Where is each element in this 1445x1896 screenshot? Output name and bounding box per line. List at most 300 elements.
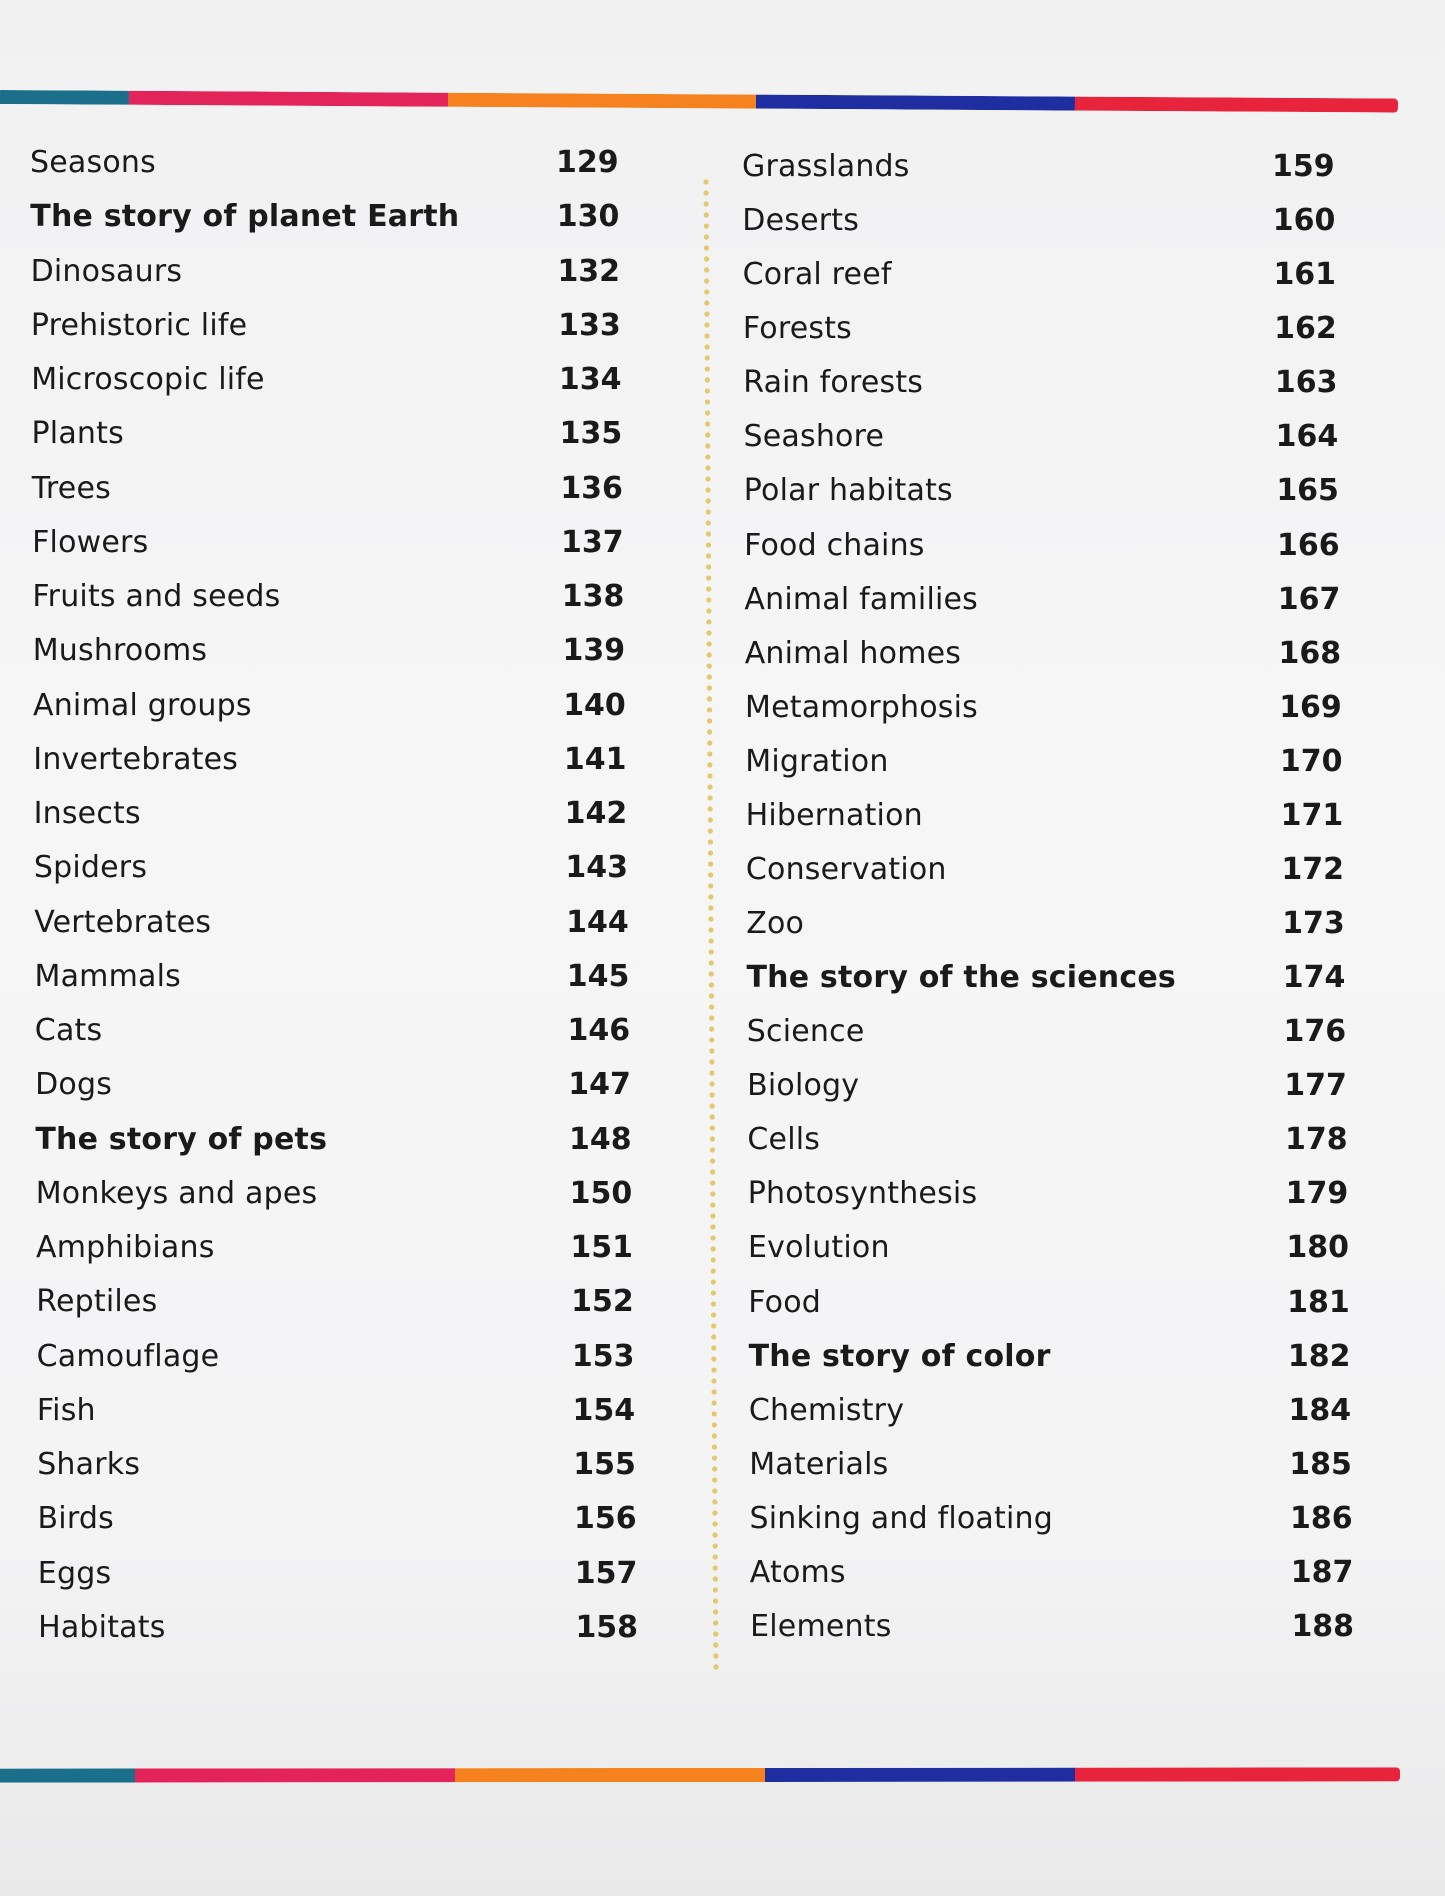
toc-entry-title: Plants (31, 416, 124, 452)
toc-entry (0, 686, 640, 726)
divider-dot (713, 1609, 718, 1614)
divider-dot (710, 1125, 715, 1130)
toc-entry-page-number: 141 (563, 741, 627, 777)
divider-dot (704, 278, 709, 283)
toc-entry (0, 1174, 640, 1214)
divider-dot (705, 388, 710, 393)
divider-dot (713, 1664, 718, 1669)
toc-entry-page-number: 147 (568, 1067, 631, 1103)
toc-entry-title: Microscopic life (31, 362, 265, 398)
divider-dot (706, 553, 711, 558)
toc-section-heading (0, 197, 640, 237)
stripe-segment-orange (455, 1768, 765, 1782)
toc-entry-title: Animal homes (744, 635, 962, 671)
divider-dot (706, 509, 711, 514)
divider-dot (708, 883, 713, 888)
divider-dot (707, 784, 712, 789)
divider-dot (711, 1246, 716, 1251)
toc-entry-page-number: 166 (1277, 527, 1340, 563)
divider-dot (710, 1092, 715, 1097)
divider-dot (711, 1257, 716, 1262)
stripe-segment-pink (135, 1768, 455, 1782)
divider-dot (711, 1345, 716, 1350)
divider-dot (711, 1389, 716, 1394)
toc-entry (720, 1499, 1360, 1539)
divider-dot (707, 762, 712, 767)
divider-dot (706, 597, 711, 602)
toc-entry (0, 1608, 640, 1648)
toc-entry (0, 523, 640, 563)
toc-entry (0, 143, 640, 183)
toc-entry (0, 360, 640, 400)
divider-dot (709, 949, 714, 954)
toc-entry-title: Evolution (748, 1230, 890, 1266)
divider-dot (708, 927, 713, 932)
divider-dot (709, 982, 714, 987)
divider-dot (708, 872, 713, 877)
toc-entry-title: Camouflage (36, 1338, 220, 1374)
toc-entry-page-number: 155 (573, 1447, 636, 1483)
toc-entry-title: Habitats (38, 1610, 166, 1645)
toc-entry (720, 904, 1360, 944)
toc-entry-title: The story of planet Earth (30, 199, 460, 235)
toc-entry-page-number: 129 (556, 145, 619, 180)
toc-entry-page-number: 130 (556, 199, 620, 235)
toc-entry (720, 201, 1360, 241)
stripe-segment-orange (448, 93, 757, 109)
toc-entry-page-number: 156 (574, 1501, 637, 1537)
toc-entry-page-number: 184 (1288, 1392, 1352, 1428)
divider-dot (706, 619, 711, 624)
divider-dot (709, 1059, 714, 1064)
toc-entry-page-number: 134 (558, 362, 622, 398)
toc-entry (720, 255, 1360, 295)
divider-dot (710, 1114, 715, 1119)
toc-entry-page-number: 171 (1280, 797, 1344, 833)
divider-dot (704, 311, 709, 316)
stripe-segment-blue (756, 95, 1074, 111)
toc-entry-page-number: 164 (1275, 419, 1339, 455)
toc-entry-title: Cats (34, 1013, 103, 1049)
stripe-segment-teal (0, 90, 129, 105)
toc-entry-title: Forests (742, 311, 852, 347)
divider-dot (706, 520, 711, 525)
stripe-segment-pink (129, 91, 447, 107)
divider-dot (712, 1455, 717, 1460)
toc-entry (720, 363, 1360, 403)
divider-dot (708, 817, 713, 822)
divider-dot (705, 443, 710, 448)
toc-entry (0, 1554, 640, 1594)
divider-dot (704, 212, 709, 217)
toc-entry-page-number: 160 (1272, 203, 1336, 239)
toc-entry-page-number: 158 (575, 1610, 639, 1645)
toc-entry-title: Fruits and seeds (32, 579, 281, 615)
divider-dot (704, 234, 709, 239)
stripe-segment-red (1075, 97, 1398, 113)
toc-entry-page-number: 168 (1278, 635, 1342, 671)
toc-entry-title: Food (748, 1284, 822, 1320)
divider-dot (707, 674, 712, 679)
toc-entry-page-number: 143 (565, 850, 628, 886)
divider-dot (711, 1268, 716, 1273)
divider-dot (708, 806, 713, 811)
toc-entry-page-number: 173 (1282, 906, 1345, 942)
stripe-segment-teal (0, 1768, 135, 1782)
toc-entry-page-number: 172 (1281, 851, 1344, 887)
toc-entry-page-number: 146 (567, 1013, 631, 1049)
divider-dot (712, 1488, 717, 1493)
divider-dot (706, 586, 711, 591)
toc-entry-title: Seasons (30, 145, 156, 180)
toc-entry-title: Dogs (35, 1067, 113, 1103)
toc-entry (720, 1012, 1360, 1052)
divider-dot (711, 1356, 716, 1361)
divider-dot (707, 696, 712, 701)
toc-entry-page-number: 163 (1274, 365, 1338, 401)
toc-entry (720, 1553, 1360, 1593)
toc-entry-page-number: 153 (571, 1338, 635, 1374)
toc-entry (720, 742, 1360, 782)
divider-dot (709, 1037, 714, 1042)
toc-entry-title: Birds (37, 1501, 114, 1537)
toc-entry-title: Reptiles (36, 1284, 158, 1320)
toc-entry-page-number: 151 (570, 1230, 634, 1266)
toc-entry-title: Biology (747, 1068, 860, 1104)
divider-dot (711, 1312, 716, 1317)
divider-dot (705, 410, 710, 415)
toc-entry-title: Hibernation (745, 797, 923, 833)
divider-dot (707, 773, 712, 778)
divider-dot (704, 201, 709, 206)
divider-dot (709, 971, 714, 976)
divider-dot (713, 1620, 718, 1625)
toc-entry-page-number: 139 (562, 633, 626, 669)
toc-entry-title: Cells (747, 1122, 821, 1158)
divider-dot (707, 641, 712, 646)
divider-dot (704, 300, 709, 305)
toc-entry (720, 147, 1360, 187)
toc-entry-page-number: 136 (560, 470, 623, 506)
toc-entry-page-number: 140 (563, 687, 626, 723)
toc-entry (0, 469, 640, 509)
toc-entry (720, 1066, 1360, 1106)
divider-dot (712, 1411, 717, 1416)
toc-entry (720, 417, 1360, 457)
toc-entry-title: Sharks (37, 1447, 141, 1483)
divider-dot (709, 1026, 714, 1031)
divider-dot (711, 1378, 716, 1383)
toc-entry-page-number: 161 (1273, 257, 1337, 293)
divider-dot (705, 377, 710, 382)
toc-entry (0, 1499, 640, 1539)
divider-dot (710, 1158, 715, 1163)
toc-entry-page-number: 181 (1287, 1284, 1350, 1320)
toc-entry-page-number: 185 (1289, 1446, 1352, 1482)
toc-entry (720, 1174, 1360, 1214)
divider-dot (705, 344, 710, 349)
toc-entry (0, 1445, 640, 1485)
toc-entry-title: Migration (745, 743, 889, 779)
divider-dot (705, 465, 710, 470)
toc-entry-page-number: 179 (1285, 1176, 1349, 1212)
divider-dot (711, 1290, 716, 1295)
divider-dot (713, 1543, 718, 1548)
toc-entry-title: Dinosaurs (30, 253, 183, 289)
toc-entry-title: Trees (31, 470, 111, 506)
toc-entry-page-number: 142 (564, 796, 628, 832)
divider-dot (705, 454, 710, 459)
divider-dot (712, 1499, 717, 1504)
toc-entry (720, 1120, 1360, 1160)
stripe-segment-red (1075, 1767, 1400, 1781)
divider-dot (710, 1136, 715, 1141)
divider-dot (708, 938, 713, 943)
divider-dot (708, 905, 713, 910)
divider-dot (711, 1279, 716, 1284)
divider-dot (706, 498, 711, 503)
toc-entry-page-number: 154 (572, 1392, 636, 1428)
toc-entry (720, 1283, 1360, 1323)
toc-entry (720, 1391, 1360, 1431)
divider-dot (707, 663, 712, 668)
divider-dot (707, 718, 712, 723)
toc-entry-title: Mammals (34, 958, 181, 994)
divider-dot (713, 1554, 718, 1559)
divider-dot (705, 432, 710, 437)
toc-entry-page-number: 177 (1284, 1068, 1347, 1104)
toc-entry-page-number: 182 (1287, 1338, 1351, 1374)
toc-entry (0, 1337, 640, 1377)
toc-entry (0, 794, 640, 834)
toc-entry-page-number: 187 (1290, 1554, 1354, 1590)
toc-entry-title: Atoms (749, 1554, 846, 1590)
divider-dot (712, 1477, 717, 1482)
toc-entry (0, 414, 640, 454)
divider-dot (707, 729, 712, 734)
toc-entry-title: The story of the sciences (746, 960, 1176, 996)
divider-dot (706, 630, 711, 635)
divider-dot (710, 1191, 715, 1196)
toc-entry (0, 740, 640, 780)
divider-dot (703, 179, 708, 184)
divider-dot (709, 1081, 714, 1086)
toc-entry-title: Materials (749, 1446, 889, 1482)
divider-dot (706, 542, 711, 547)
toc-entry-title: Grasslands (742, 149, 910, 184)
toc-entry-page-number: 178 (1284, 1122, 1348, 1158)
toc-entry (0, 577, 640, 617)
toc-entry-title: Animal groups (33, 687, 252, 723)
toc-entry-page-number: 159 (1272, 149, 1335, 184)
divider-dot (710, 1213, 715, 1218)
divider-dot (711, 1334, 716, 1339)
toc-entry-page-number: 132 (557, 253, 621, 289)
toc-entry-title: Elements (750, 1609, 892, 1644)
color-stripe-bottom (0, 1767, 1400, 1782)
toc-entry (720, 580, 1360, 620)
toc-entry-title: Metamorphosis (745, 689, 979, 725)
toc-entry (0, 848, 640, 888)
divider-dot (704, 322, 709, 327)
toc-entry (720, 688, 1360, 728)
toc-entry-title: Monkeys and apes (35, 1175, 318, 1211)
divider-dot (707, 652, 712, 657)
divider-dot (712, 1521, 717, 1526)
toc-entry-page-number: 188 (1291, 1609, 1355, 1644)
divider-dot (710, 1202, 715, 1207)
toc-entry-title: Conservation (745, 851, 947, 887)
divider-dot (708, 916, 713, 921)
divider-dot (711, 1301, 716, 1306)
toc-entry (0, 957, 640, 997)
divider-dot (708, 850, 713, 855)
toc-entry-title: Flowers (32, 524, 149, 560)
toc-entry-title: Animal families (744, 581, 979, 617)
toc-entry-page-number: 135 (559, 416, 623, 452)
toc-entry-title: Polar habitats (743, 473, 953, 509)
divider-dot (708, 861, 713, 866)
toc-entry (0, 1065, 640, 1105)
divider-dot (710, 1180, 715, 1185)
divider-dot (713, 1587, 718, 1592)
divider-dot (708, 828, 713, 833)
divider-dot (707, 751, 712, 756)
divider-dot (710, 1169, 715, 1174)
toc-entry-page-number: 145 (566, 958, 630, 994)
toc-entry-page-number: 157 (574, 1555, 638, 1591)
divider-dot (709, 993, 714, 998)
divider-dot (706, 564, 711, 569)
toc-entry-page-number: 138 (561, 579, 625, 615)
toc-entry-title: Coral reef (742, 257, 892, 293)
toc-entry-title: Prehistoric life (30, 307, 248, 343)
divider-dot (713, 1653, 718, 1658)
toc-entry-title: Mushrooms (32, 633, 208, 669)
toc-entry-title: The story of color (748, 1338, 1051, 1374)
divider-dot (712, 1466, 717, 1471)
toc-section-heading (720, 1337, 1360, 1377)
toc-entry (720, 634, 1360, 674)
divider-dot (705, 366, 710, 371)
divider-dot (705, 355, 710, 360)
toc-entry-page-number: 162 (1274, 311, 1337, 347)
divider-dot (709, 960, 714, 965)
toc-entry-page-number: 165 (1276, 473, 1339, 509)
toc-entry (720, 850, 1360, 890)
divider-dot (708, 839, 713, 844)
toc-entry-page-number: 148 (568, 1121, 632, 1157)
toc-entry-title: Insects (33, 796, 141, 832)
toc-section-heading (720, 958, 1360, 998)
toc-entry-title: Food chains (744, 527, 925, 563)
toc-entry-page-number: 174 (1282, 960, 1346, 996)
toc-entry-page-number: 170 (1279, 743, 1343, 779)
divider-dot (709, 1004, 714, 1009)
toc-entry-title: Vertebrates (34, 904, 212, 940)
toc-entry-title: Photosynthesis (747, 1176, 978, 1212)
toc-entry-page-number: 180 (1286, 1230, 1350, 1266)
divider-dot (706, 608, 711, 613)
divider-dot (710, 1147, 715, 1152)
toc-entry (0, 631, 640, 671)
toc-entry-page-number: 144 (566, 904, 629, 940)
divider-dot (704, 333, 709, 338)
divider-dot (713, 1631, 718, 1636)
toc-entry (0, 1228, 640, 1268)
stripe-segment-blue (765, 1768, 1075, 1782)
toc-entry-page-number: 186 (1290, 1500, 1353, 1536)
divider-dot (710, 1103, 715, 1108)
divider-dot (705, 487, 710, 492)
divider-dot (712, 1510, 717, 1515)
divider-dot (704, 245, 709, 250)
toc-entry (0, 1011, 640, 1051)
divider-dot (713, 1576, 718, 1581)
toc-entry-title: Fish (36, 1392, 96, 1428)
divider-dot (712, 1532, 717, 1537)
divider-dot (707, 740, 712, 745)
divider-dot (709, 1070, 714, 1075)
toc-entry-page-number: 137 (561, 524, 624, 560)
toc-entry-title: Spiders (33, 850, 148, 886)
toc-entry (0, 1282, 640, 1322)
toc-entry-title: Amphibians (36, 1230, 215, 1266)
divider-dot (706, 531, 711, 536)
toc-entry (720, 1445, 1360, 1485)
toc-entry-page-number: 167 (1277, 581, 1341, 617)
divider-dot (704, 223, 709, 228)
toc-entry (0, 903, 640, 943)
toc-entry-title: Deserts (742, 203, 860, 239)
divider-dot (705, 399, 710, 404)
divider-dot (710, 1235, 715, 1240)
divider-dot (707, 707, 712, 712)
toc-entry-page-number: 169 (1279, 689, 1342, 725)
divider-dot (704, 190, 709, 195)
divider-dot (709, 1015, 714, 1020)
toc-entry (720, 1607, 1360, 1647)
divider-dot (704, 267, 709, 272)
toc-entry-page-number: 150 (569, 1175, 633, 1211)
divider-dot (711, 1367, 716, 1372)
toc-entry-title: Rain forests (743, 365, 924, 401)
divider-dot (704, 256, 709, 261)
toc-entry (720, 471, 1360, 511)
divider-dot (705, 476, 710, 481)
divider-dot (712, 1433, 717, 1438)
toc-entry-title: Eggs (37, 1555, 112, 1591)
divider-dot (712, 1422, 717, 1427)
divider-dot (706, 575, 711, 580)
divider-dot (708, 894, 713, 899)
divider-dot (712, 1400, 717, 1405)
divider-dot (707, 685, 712, 690)
toc-entry-page-number: 152 (571, 1284, 634, 1320)
toc-entry-title: Seashore (743, 419, 885, 455)
toc-entry (720, 526, 1360, 566)
color-stripe-top (0, 90, 1398, 113)
divider-dot (708, 795, 713, 800)
toc-entry-title: The story of pets (35, 1121, 328, 1157)
divider-dot (713, 1565, 718, 1570)
toc-entry (720, 309, 1360, 349)
toc-entry-page-number: 133 (558, 307, 621, 343)
toc-section-heading (0, 1120, 640, 1160)
toc-entry (0, 306, 640, 346)
divider-dot (709, 1048, 714, 1053)
divider-dot (712, 1444, 717, 1449)
